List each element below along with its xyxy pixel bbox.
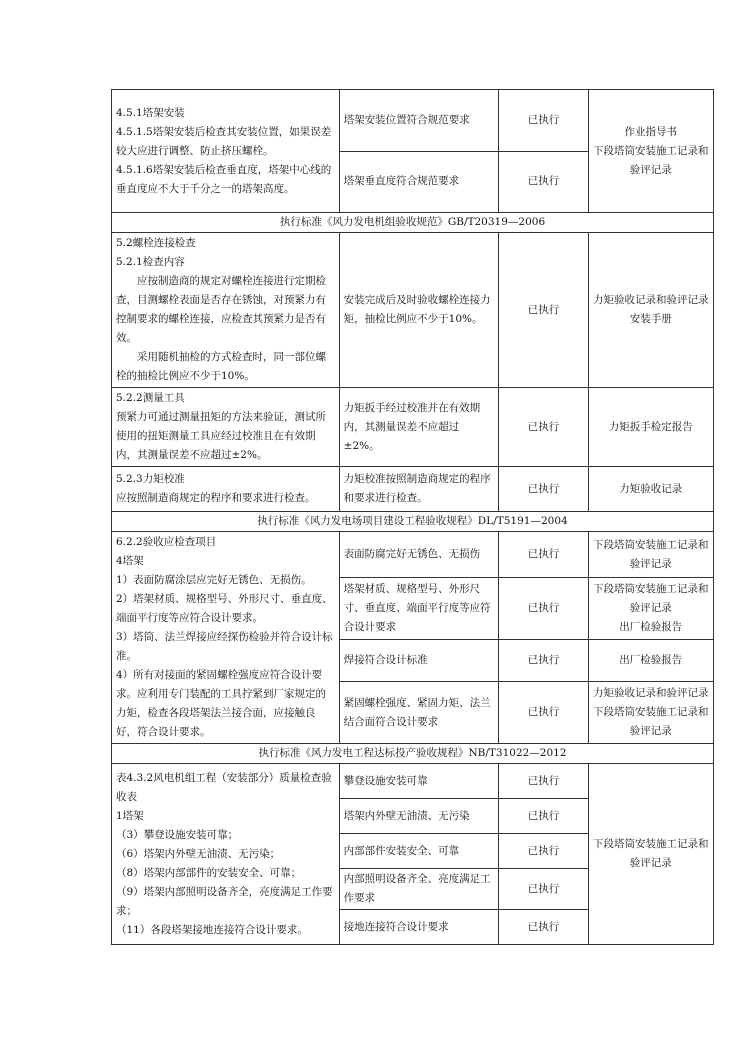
record-text: 下段塔筒安装施工记录和验评记录 [593, 144, 709, 176]
clause-text: 4.5.1.5塔架安装后检查其安装位置，如果误差较大应进行调整、防止挤压螺栓。 [116, 125, 332, 157]
table-row [112, 467, 714, 512]
clause-text: 预紧力可通过测量扭矩的方法来验证，测试所使用的扭矩测量工具应经过校准且在有效期内，其测量误差不应超过±2%。 [116, 411, 326, 461]
clause-text: 采用随机抽检的方式检查时，同一部位螺栓的抽检比例应不少于10%。 [116, 351, 326, 382]
clause-text: 4）所有对接面的紧固螺栓强度应符合设计要求。应利用专门装配的工具拧紧到厂家规定的力矩，检查各段塔架法兰接合面，应接触良好，符合设计要求。 [116, 669, 326, 738]
requirement-cell: 内部部件安装安全、可靠 [339, 834, 499, 869]
requirement-cell: 力矩扳手经过校准并在有效期内，其测量误差不应超过±2%。 [339, 388, 499, 467]
record-text: 安装手册 [629, 313, 672, 325]
requirement-cell: 接地连接符合设计要求 [339, 910, 499, 945]
table-row [112, 764, 714, 799]
requirement-cell: 塔架材质、规格型号、外形尺寸、垂直度、端面平行度等应符合设计要求 [339, 578, 499, 640]
record-cell [588, 90, 713, 213]
record-cell: 出厂检验报告 [588, 640, 713, 682]
standard-heading: 执行标准《风力发电工程达标投产验收规程》NB/T31022—2012 [112, 744, 714, 764]
requirement-cell: 安装完成后及时验收螺栓连接力矩，抽检比例应不少于10%。 [339, 233, 499, 388]
record-cell: 下段塔筒安装施工记录和验评记录 [588, 532, 713, 578]
standard-heading: 执行标准《风力发电机组验收规范》GB/T20319—2006 [112, 213, 714, 233]
status-cell: 已执行 [499, 532, 588, 578]
record-cell: 力矩验收记录 [588, 467, 713, 512]
clause-text: 5.2螺栓连接检查 [116, 237, 196, 249]
requirement-cell: 内部照明设备齐全、亮度满足工作要求 [339, 869, 499, 910]
clause-text: 6.2.2验收应检查项目 [116, 536, 217, 548]
status-cell: 已执行 [499, 233, 588, 388]
status-cell: 已执行 [499, 151, 588, 213]
requirement-cell: 紧固螺栓强度、紧固力矩、法兰结合面符合设计要求 [339, 682, 499, 744]
clause-text: 5.2.1检查内容 [116, 256, 185, 268]
clause-text: 表4.3.2风电机组工程（安装部分）质量检查验收表 [116, 771, 332, 803]
status-cell: 已执行 [499, 388, 588, 467]
table-row [112, 90, 714, 152]
record-cell [588, 578, 713, 640]
requirement-cell: 焊接符合设计标准 [339, 640, 499, 682]
clause-text: （8）塔架内部部件的安装安全、可靠； [116, 866, 302, 879]
status-cell: 已执行 [499, 682, 588, 744]
clause-text: 4.5.1塔架安装 [116, 106, 185, 119]
status-cell: 已执行 [499, 640, 588, 682]
clause-text: 3）塔筒、法兰焊接应经探伤检验并符合设计标准。 [116, 631, 333, 662]
record-cell: 力矩扳手检定报告 [588, 388, 713, 467]
clause-text: 5.2.2测量工具 [116, 392, 185, 404]
clause-text: （9）塔架内部照明设备齐全，亮度满足工作要求； [116, 885, 333, 917]
clause-text: 4.5.1.6塔架安装后检查垂直度，塔架中心线的垂直度应不大于千分之一的塔架高度。 [116, 163, 332, 195]
record-text: 出厂检验报告 [619, 621, 683, 634]
clause-text: （11）各段塔架接地连接符合设计要求。 [116, 923, 308, 936]
requirement-cell: 塔架安装位置符合规范要求 [339, 90, 499, 152]
table-row [112, 532, 714, 578]
standard-row [112, 744, 714, 764]
clause-text: 应按制造商的规定对螺栓连接进行定期检查，目测螺栓表面是否存在锈蚀，对预紧力有控制要求的螺栓连接，应检查其预紧力是否有效。 [116, 275, 326, 344]
clause-text: （6）塔架内外壁无油渍、无污染； [116, 847, 281, 860]
clause-cell [112, 764, 340, 945]
status-cell: 已执行 [499, 578, 588, 640]
requirement-cell: 塔架垂直度符合规范要求 [339, 151, 499, 213]
status-cell: 已执行 [499, 869, 588, 910]
clause-text: 1塔架 [116, 809, 144, 822]
status-cell: 已执行 [499, 467, 588, 512]
standard-row [112, 213, 714, 233]
standard-heading: 执行标准《风力发电场项目建设工程验收规程》DL/T5191—2004 [112, 512, 714, 532]
clause-cell [112, 233, 340, 388]
record-text: 下段塔筒安装施工记录和验评记录 [593, 583, 709, 615]
requirement-cell: 攀登设施安装可靠 [339, 764, 499, 799]
clause-text: 1）表面防腐涂层应完好无锈色、无损伤。 [116, 574, 312, 586]
clause-text: 应按照制造商规定的程序和要求进行检查。 [116, 492, 316, 504]
record-cell: 力矩验收记录和验评记录下段塔筒安装施工记录和验评记录 [588, 682, 713, 744]
status-cell: 已执行 [499, 834, 588, 869]
record-text: 作业指导书 [624, 125, 677, 138]
status-cell: 已执行 [499, 764, 588, 799]
clause-cell [112, 532, 340, 744]
requirement-cell: 表面防腐完好无锈色、无损伤 [339, 532, 499, 578]
status-cell: 已执行 [499, 910, 588, 945]
record-cell: 下段塔筒安装施工记录和验评记录 [588, 764, 713, 945]
document-page [111, 89, 714, 945]
standard-row [112, 512, 714, 532]
clause-text: 5.2.3力矩校准 [116, 473, 185, 485]
status-cell: 已执行 [499, 90, 588, 152]
clause-cell [112, 90, 340, 213]
table-row [112, 388, 714, 467]
clause-cell [112, 388, 340, 467]
clause-cell [112, 467, 340, 512]
requirement-cell: 力矩校准按照制造商规定的程序和要求进行检查。 [339, 467, 499, 512]
record-cell [588, 233, 713, 388]
requirement-cell: 塔架内外壁无油渍、无污染 [339, 799, 499, 834]
clause-text: （3）攀登设施安装可靠； [116, 828, 239, 841]
clause-text: 4塔架 [116, 555, 144, 567]
acceptance-table [111, 89, 714, 945]
table-row [112, 233, 714, 388]
clause-text: 2）塔架材质、规格型号、外形尺寸、垂直度、端面平行度等应符合设计要求。 [116, 593, 333, 624]
record-text: 力矩验收记录和验评记录 [593, 294, 709, 306]
status-cell: 已执行 [499, 799, 588, 834]
